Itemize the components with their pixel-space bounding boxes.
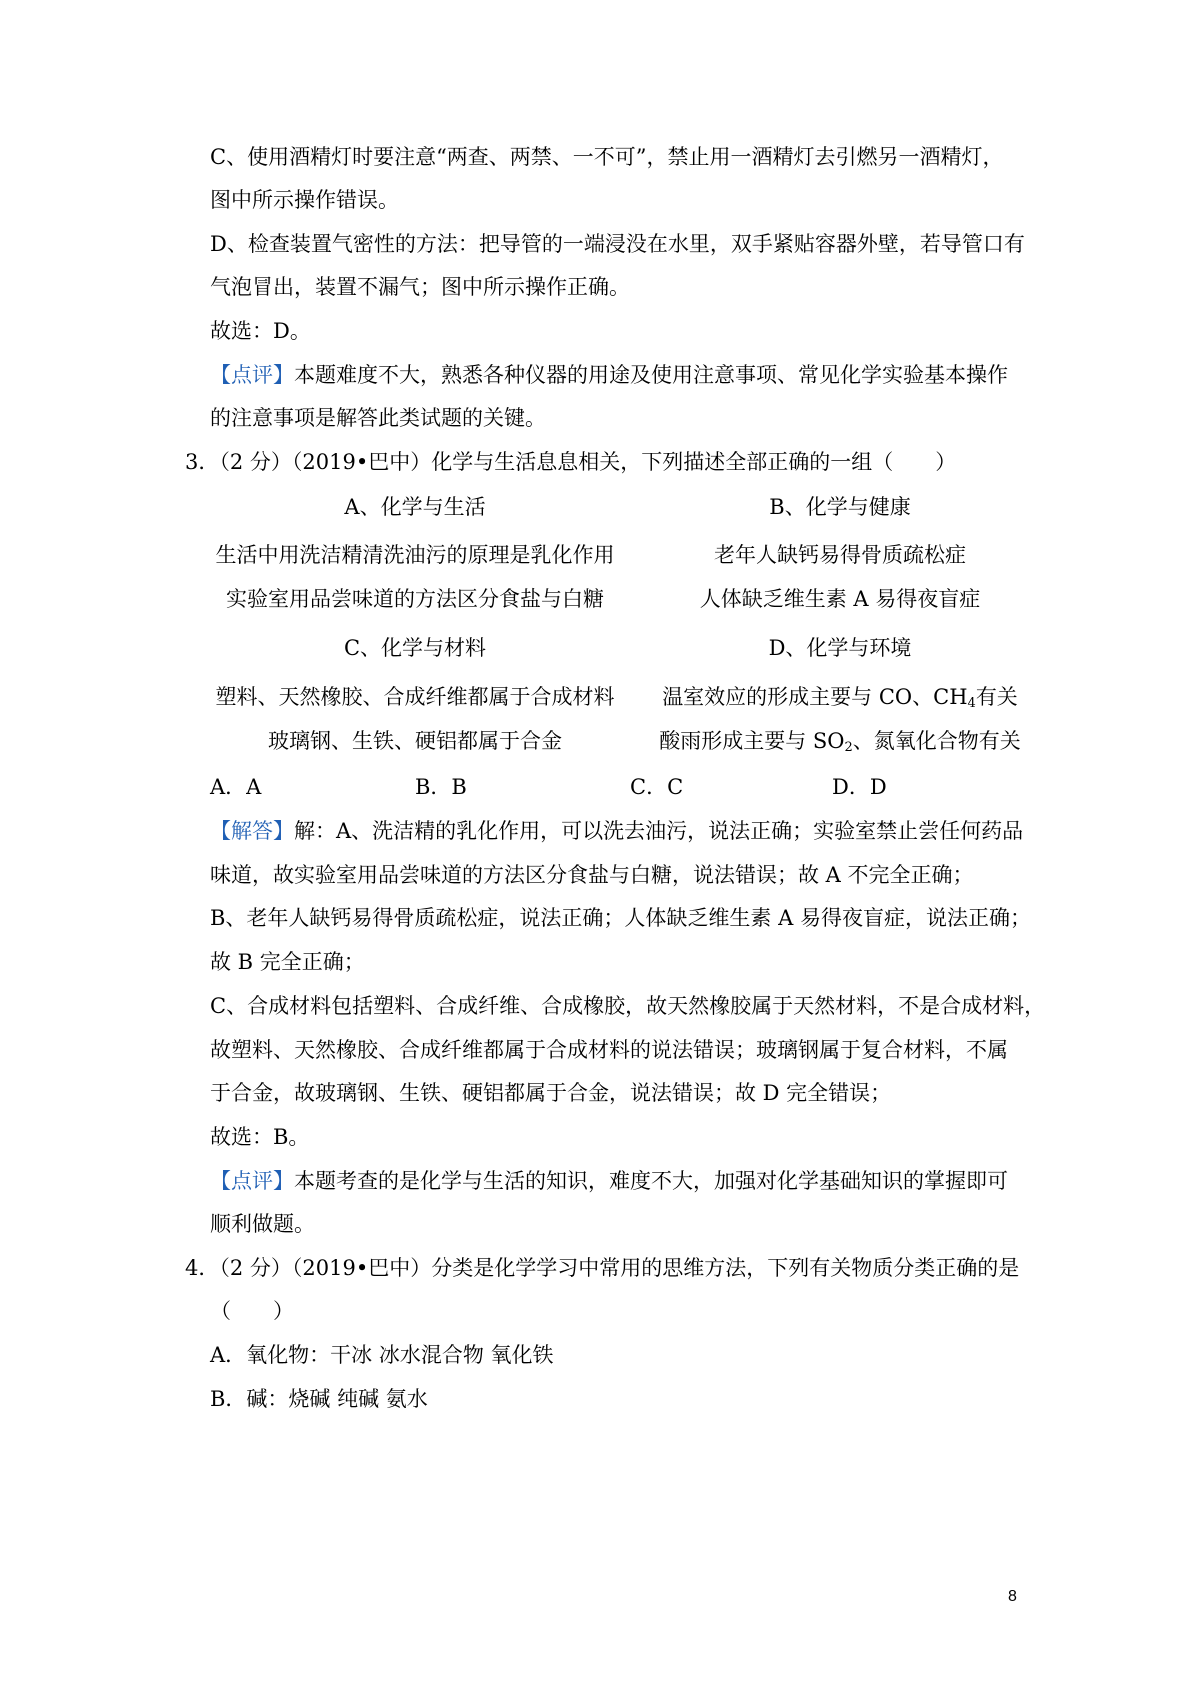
table-c-item-1: 塑料、天然橡胶、合成纤维都属于合成材料 [215,685,615,709]
page-number: 8 [1008,1588,1017,1605]
table-d-item-2: 酸雨形成主要与 $SO_2$、氮氧化合物有关 [659,729,1021,755]
comment-line-1 [210,360,1008,390]
option-b: B．B [415,775,467,799]
table-b-title: B、化学与健康 [769,495,911,519]
table-c-title: C、化学与材料 [343,636,487,660]
solution-answer: 故选：B。 [210,1125,310,1149]
comment-text: 本题难度不大，熟悉各种仪器的用途及使用注意事项、常见化学实验基本操作 [294,363,1008,387]
q4-option-a: A．氧化物：干冰 冰水混合物 氧化铁 [210,1343,554,1367]
table-c-item-2: 玻璃钢、生铁、硬铝都属于合金 [268,729,562,753]
table-b-item-2: 人体缺乏维生素 A 易得夜盲症 [699,587,981,611]
solution-line-4: 故 B 完全正确； [210,950,365,974]
solution-line-1: 【解答】解：A、洗洁精的乳化作用，可以洗去油污，说法正确；实验室禁止尝任何药品 [210,819,1024,843]
q3-comment-line-1: 【点评】本题考查的是化学与生活的知识，难度不大，加强对化学基础知识的掌握即可 [210,1169,1008,1193]
question-4-paren: （ ） [210,1299,294,1323]
solution-line-3: B、老年人缺钙易得骨质疏松症，说法正确；人体缺乏维生素 A 易得夜盲症，说法正确； [210,906,1031,930]
q3-comment-line-2: 顺利做题。 [210,1212,315,1236]
explanation-c-line-1: C、使用酒精灯时要注意“两查、两禁、一不可”，禁止用一酒精灯去引燃另一酒精灯， [210,145,1004,169]
q4-option-b: B．碱：烧碱 纯碱 氨水 [210,1387,428,1411]
question-3-stem: 3．（2 分）（2019•巴中）化学与生活息息相关，下列描述全部正确的一组（ ） [185,450,957,474]
table-d-item-1: 温室效应的形成主要与 CO、$CH_4$有关 [662,685,1018,711]
comment-tag: 【点评】 [210,363,294,387]
explanation-d-line-2: 气泡冒出，装置不漏气；图中所示操作正确。 [210,275,630,299]
explanation-d-line-1: D、检查装置气密性的方法：把导管的一端浸没在水里，双手紧贴容器外壁，若导管口有 [210,232,1025,256]
option-d: D．D [832,775,887,799]
table-a-item-1: 生活中用洗洁精清洗油污的原理是乳化作用 [215,543,615,567]
solution-line-2: 味道，故实验室用品尝味道的方法区分食盐与白糖，说法错误；故 A 不完全正确； [210,863,974,887]
option-a: A．A [210,775,262,799]
question-4-stem: 4．（2 分）（2019•巴中）分类是化学学习中常用的思维方法，下列有关物质分类正确的是 [185,1256,1020,1280]
table-d-title: D、化学与环境 [768,636,912,660]
solution-line-5: C、合成材料包括塑料、合成纤维、合成橡胶，故天然橡胶属于天然材料，不是合成材料， [210,994,1046,1018]
explanation-c-line-2: 图中所示操作错误。 [210,188,399,212]
table-a-title: A、化学与生活 [344,495,486,519]
q3-comment-tag: 【点评】 [210,1169,294,1193]
option-c: C．C [630,775,684,799]
explanation-answer: 故选：D。 [210,319,311,343]
solution-line-6: 故塑料、天然橡胶、合成纤维都属于合成材料的说法错误；玻璃钢属于复合材料，不属 [210,1038,1008,1062]
table-a-item-2: 实验室用品尝味道的方法区分食盐与白糖 [226,587,604,611]
solution-tag: 【解答】 [210,819,294,843]
comment-line-2: 的注意事项是解答此类试题的关键。 [210,406,546,430]
table-b-item-1: 老年人缺钙易得骨质疏松症 [714,543,966,567]
solution-line-7: 于合金，故玻璃钢、生铁、硬铝都属于合金，说法错误；故 D 完全错误； [210,1081,892,1105]
